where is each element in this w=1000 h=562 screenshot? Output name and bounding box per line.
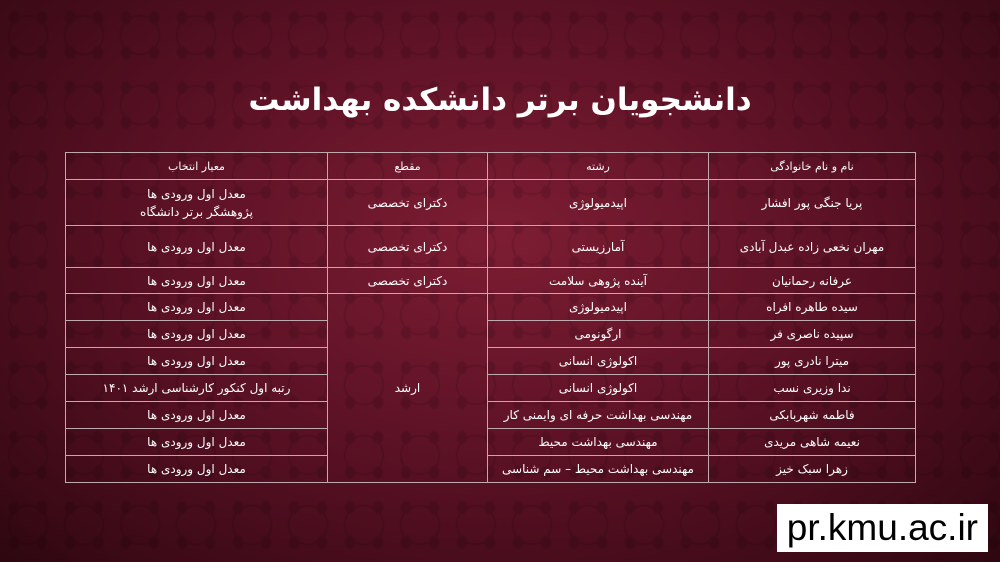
student-criterion: معدل اول ورودی ها xyxy=(66,402,328,429)
student-criterion: معدل اول ورودی ها xyxy=(66,294,328,321)
student-level: دکترای تخصصی xyxy=(328,268,488,294)
table-row xyxy=(66,348,916,375)
student-field: اکولوژی انسانی xyxy=(488,375,709,402)
header-field: رشته xyxy=(488,153,709,180)
student-name: میترا نادری پور xyxy=(709,348,916,375)
student-field: آینده پژوهی سلامت xyxy=(488,268,709,294)
criterion-line: پژوهشگر برتر دانشگاه xyxy=(140,204,253,219)
website-url: pr.kmu.ac.ir xyxy=(777,504,988,552)
students-table xyxy=(65,152,916,483)
table-row xyxy=(66,375,916,402)
student-criterion xyxy=(66,268,328,294)
slide-title: دانشجویان برتر دانشکده بهداشت xyxy=(248,82,752,118)
student-criterion xyxy=(66,226,328,268)
student-name: پریا جنگی پور افشار xyxy=(709,180,916,226)
criterion-line: معدل اول ورودی ها xyxy=(147,186,246,201)
student-level: دکترای تخصصی xyxy=(328,180,488,226)
student-criterion xyxy=(66,180,328,226)
student-field: مهندسی بهداشت محیط xyxy=(488,429,709,456)
student-criterion: معدل اول ورودی ها xyxy=(66,321,328,348)
student-name: مهران نخعی زاده عبدل آبادی xyxy=(709,226,916,268)
student-criterion: معدل اول ورودی ها xyxy=(66,429,328,456)
student-field: اکولوژی انسانی xyxy=(488,348,709,375)
table-row xyxy=(66,180,916,226)
table-row xyxy=(66,456,916,483)
header-criterion: معیار انتخاب xyxy=(66,153,328,180)
student-field: اپیدمیولوژی xyxy=(488,180,709,226)
student-field: اپیدمیولوژی xyxy=(488,294,709,321)
student-level: دکترای تخصصی xyxy=(328,226,488,268)
student-criterion: رتبه اول کنکور کارشناسی ارشد ۱۴۰۱ xyxy=(66,375,328,402)
student-name: فاطمه شهربابکی xyxy=(709,402,916,429)
criterion-line: معدل اول ورودی ها xyxy=(147,273,246,288)
student-name: عرفانه رحمانیان xyxy=(709,268,916,294)
student-name: نعیمه شاهی مریدی xyxy=(709,429,916,456)
student-name: سپیده ناصری فر xyxy=(709,321,916,348)
student-criterion: معدل اول ورودی ها xyxy=(66,456,328,483)
table-row xyxy=(66,268,916,294)
student-criterion: معدل اول ورودی ها xyxy=(66,348,328,375)
criterion-line: معدل اول ورودی ها xyxy=(147,239,246,254)
table-row xyxy=(66,321,916,348)
student-name: زهرا سبک خیز xyxy=(709,456,916,483)
table-header-row xyxy=(66,153,916,180)
student-name: سیده طاهره افراه xyxy=(709,294,916,321)
table-row xyxy=(66,429,916,456)
table-row xyxy=(66,402,916,429)
header-level: مقطع xyxy=(328,153,488,180)
student-field: ارگونومی xyxy=(488,321,709,348)
table-row xyxy=(66,226,916,268)
header-name: نام و نام خانوادگی xyxy=(709,153,916,180)
student-name: ندا وزیری نسب xyxy=(709,375,916,402)
student-field: آمارزیستی xyxy=(488,226,709,268)
student-field: مهندسی بهداشت حرفه ای وایمنی کار xyxy=(488,402,709,429)
table-row xyxy=(66,294,916,321)
student-field: مهندسی بهداشت محیط – سم شناسی xyxy=(488,456,709,483)
masters-level-cell: ارشد xyxy=(328,294,488,483)
